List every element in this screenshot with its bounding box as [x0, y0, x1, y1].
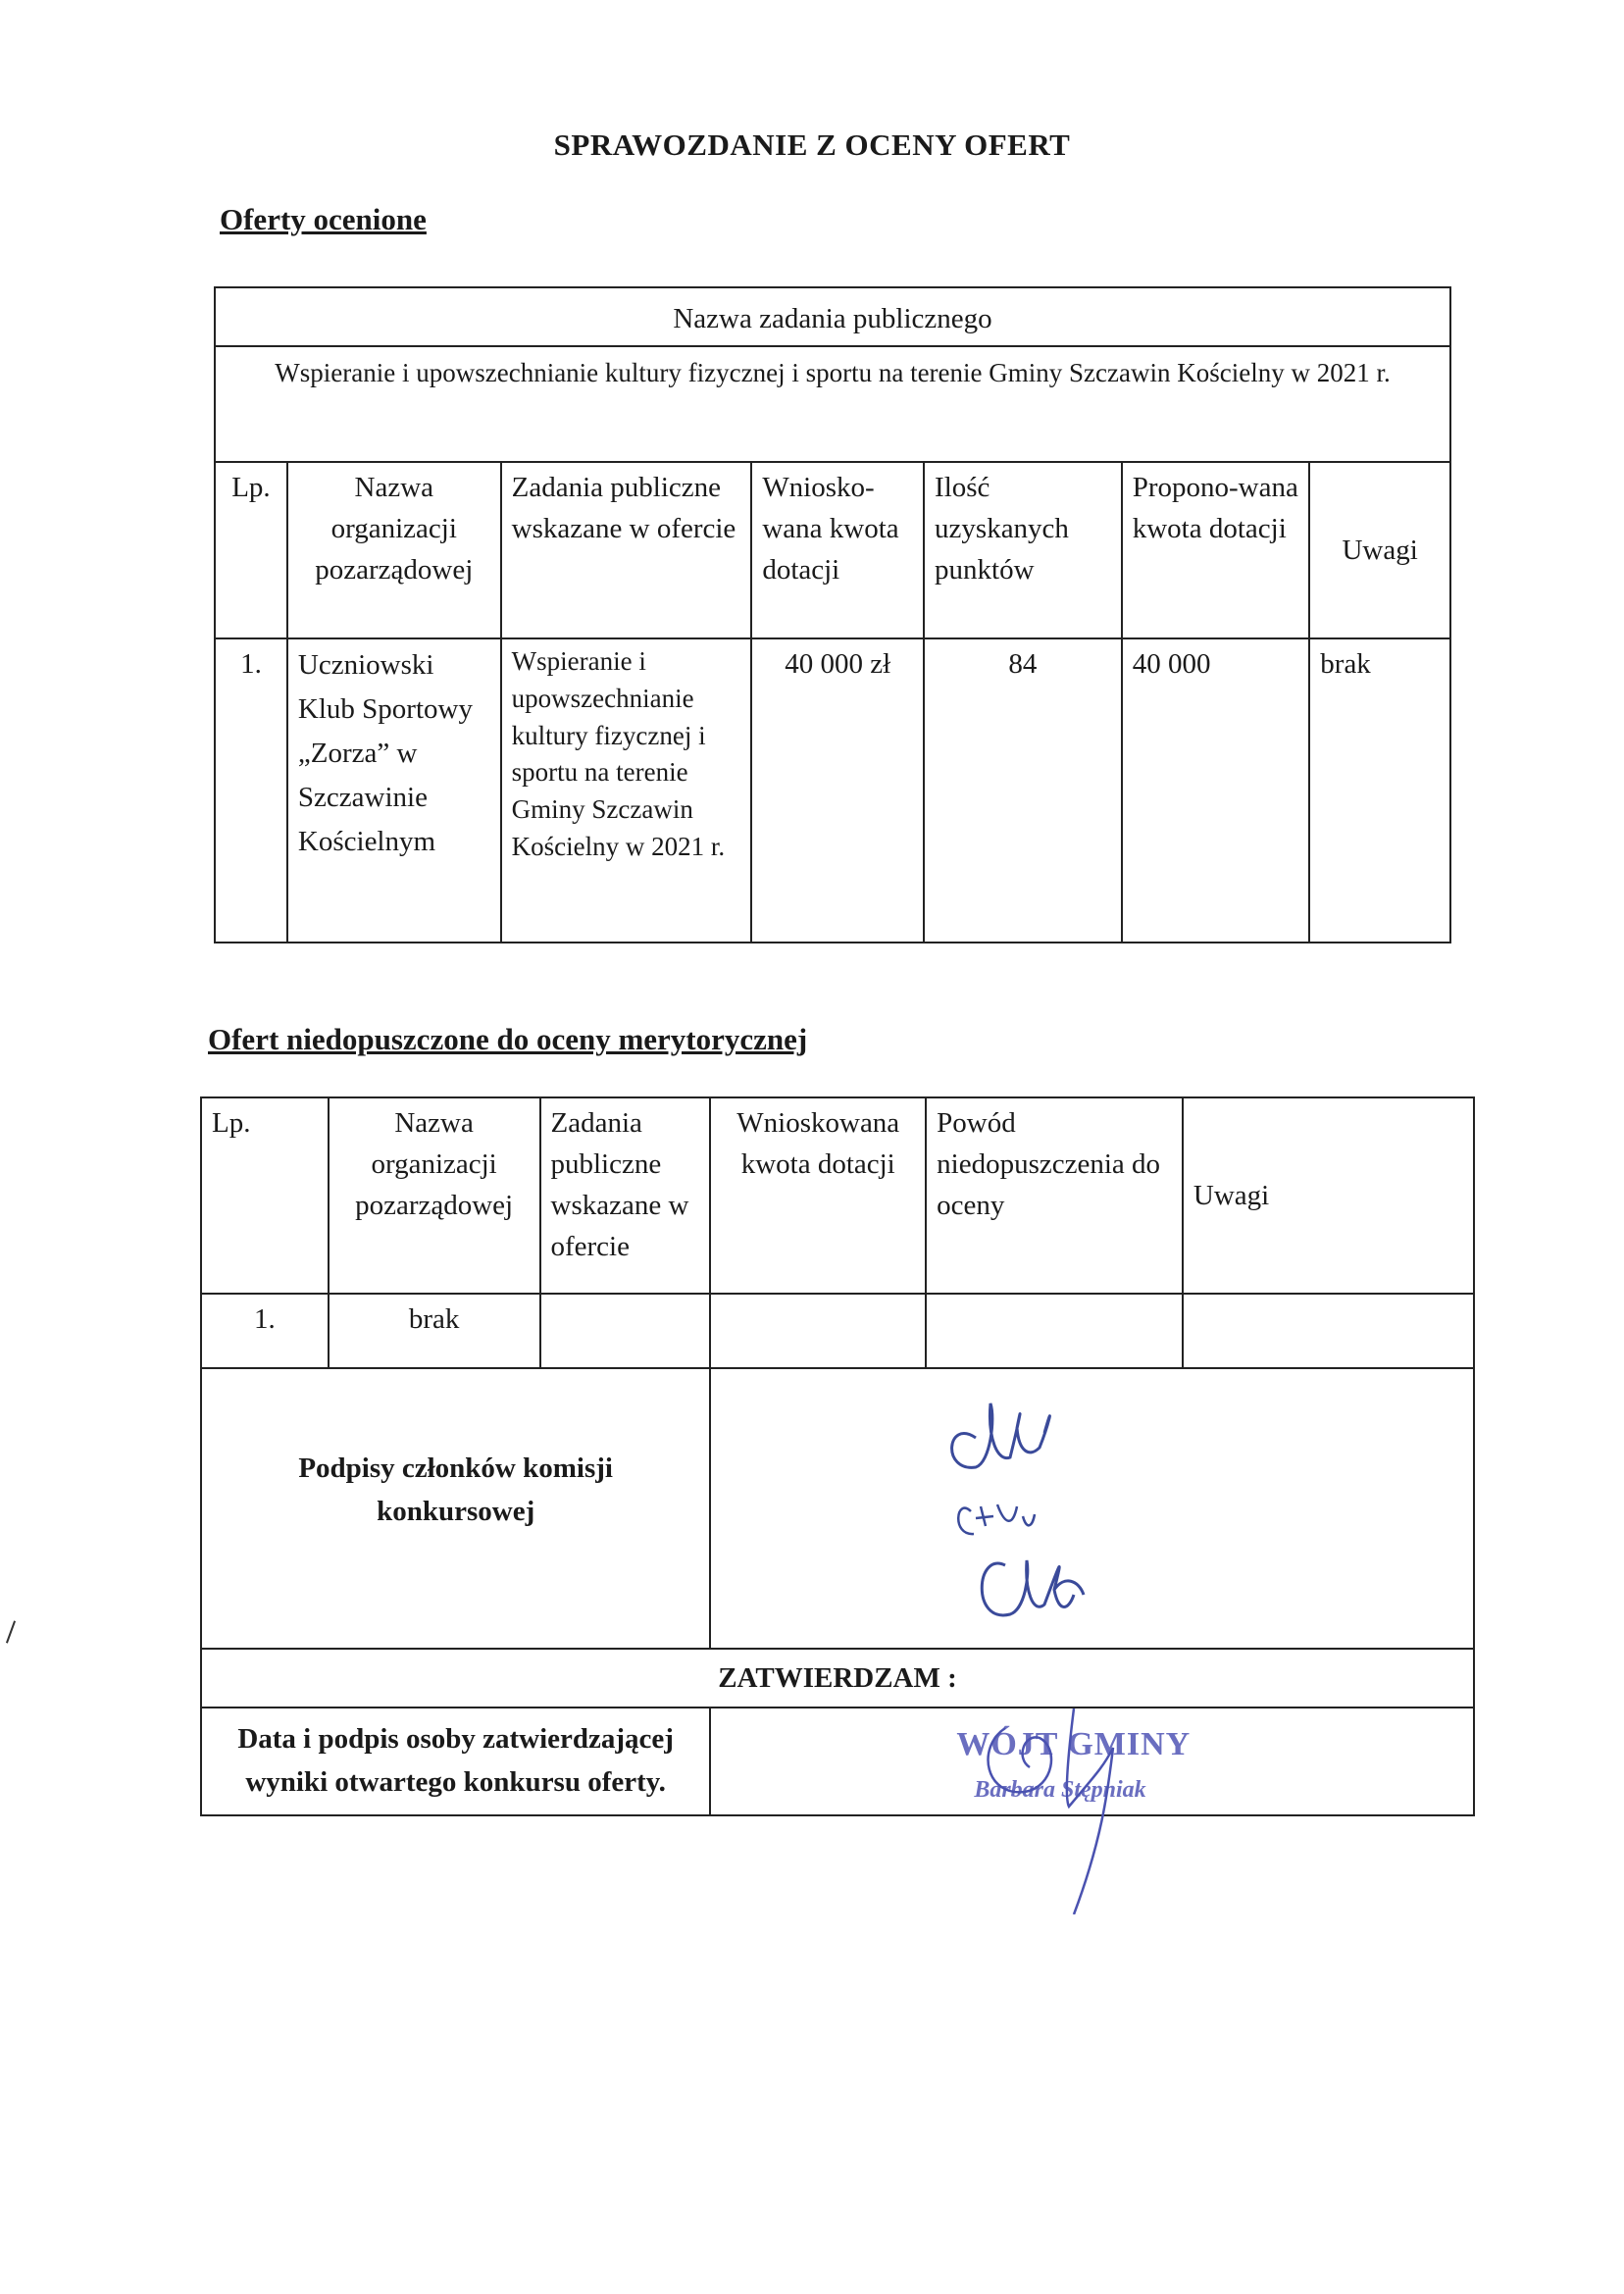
approver-row: [201, 1708, 1474, 1815]
approver-signature: [946, 1689, 1182, 1914]
cell-tasks: Wspieranie i upowszechnianie kultury fizycznej i sportu na terenie Gminy Szczawin Kościelny w 2021 r.: [501, 638, 752, 943]
col-header-organization: Nazwa organizacji pozarządowej: [329, 1097, 540, 1294]
approve-label: ZATWIERDZAM :: [201, 1649, 1474, 1708]
stamp-name: Barbara Stępniak: [974, 1777, 1146, 1803]
cell-organization: Uczniowski Klub Sportowy „Zorza” w Szczawinie Kościelnym: [287, 638, 501, 943]
approver-signature-cell: [710, 1708, 1474, 1815]
task-header-cell: Nazwa zadania publicznego: [215, 287, 1450, 346]
col-header-proposed: Propono-wana kwota dotacji: [1122, 462, 1310, 638]
section-heading-rejected: Ofert niedopuszczone do oceny merytorycznej: [208, 1022, 808, 1056]
task-header-row: [215, 287, 1450, 346]
approver-label: Data i podpis osoby zatwierdzającej wyniki otwartego konkursu oferty.: [201, 1708, 710, 1815]
col-header-tasks: Zadania publiczne wskazane w ofercie: [501, 462, 752, 638]
section-heading-evaluated: Oferty ocenione: [220, 202, 427, 236]
signatures-row: [201, 1368, 1474, 1649]
col-header-requested: Wnioskowana kwota dotacji: [710, 1097, 926, 1294]
col-header-lp: Lp.: [201, 1097, 329, 1294]
col-header-lp: Lp.: [215, 462, 287, 638]
scan-mark: [6, 1620, 16, 1643]
task-name-row: [215, 346, 1450, 462]
cell-requested: [710, 1294, 926, 1368]
evaluated-offers-table: [214, 286, 1451, 943]
handwritten-signatures: [937, 1379, 1192, 1644]
column-header-row: [215, 462, 1450, 638]
cell-proposed: 40 000: [1122, 638, 1310, 943]
cell-reason: [926, 1294, 1183, 1368]
stamp-title: WÓJT GMINY: [956, 1726, 1192, 1762]
col-header-notes: Uwagi: [1309, 462, 1450, 638]
signatures-label: Podpisy członków komisji konkursowej: [201, 1368, 710, 1649]
col-header-tasks: Zadania publiczne wskazane w ofercie: [540, 1097, 711, 1294]
document-title: SPRAWOZDANIE Z OCENY OFERT: [553, 127, 1071, 162]
cell-requested: 40 000 zł: [751, 638, 924, 943]
task-name-cell: Wspieranie i upowszechnianie kultury fizycznej i sportu na terenie Gminy Szczawin Kościelny w 2021 r.: [215, 346, 1450, 462]
signatures-cell: [710, 1368, 1474, 1649]
col-header-requested: Wniosko-wana kwota dotacji: [751, 462, 924, 638]
cell-notes: [1183, 1294, 1474, 1368]
table-row: [201, 1294, 1474, 1368]
cell-tasks: [540, 1294, 711, 1368]
col-header-organization: Nazwa organizacji pozarządowej: [287, 462, 501, 638]
cell-lp: 1.: [215, 638, 287, 943]
cell-organization: brak: [329, 1294, 540, 1368]
col-header-notes: Uwagi: [1183, 1097, 1474, 1294]
col-header-reason: Powód niedopuszczenia do oceny: [926, 1097, 1183, 1294]
cell-lp: 1.: [201, 1294, 329, 1368]
approve-row: [201, 1649, 1474, 1708]
cell-points: 84: [924, 638, 1122, 943]
table-row: [215, 638, 1450, 943]
column-header-row: [201, 1097, 1474, 1294]
rejected-offers-table: [200, 1096, 1475, 1816]
cell-notes: brak: [1309, 638, 1450, 943]
col-header-points: Ilość uzyskanych punktów: [924, 462, 1122, 638]
